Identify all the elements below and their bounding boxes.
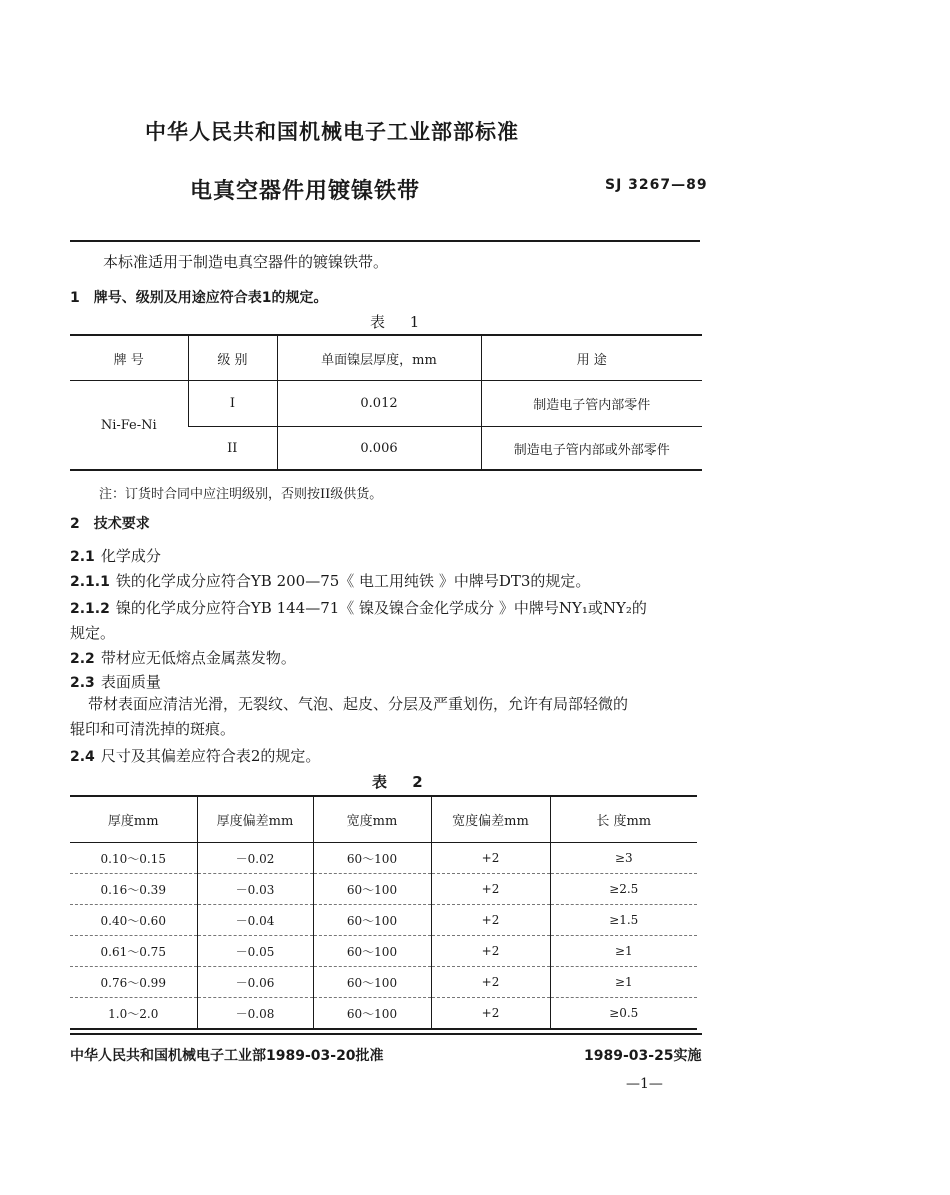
effective-date: 1989-03-25实施 — [584, 1048, 702, 1064]
clause-text: 铁的化学成分应符合YB 200—75《 电工用纯铁 》中牌号DT3的规定。 — [115, 572, 591, 590]
table-cell: 制造电子管内部零件 — [481, 381, 702, 427]
table-cell: －0.02 — [197, 843, 313, 874]
table-cell: 0.76～0.99 — [70, 967, 197, 998]
clause-text: 化学成分 — [100, 547, 161, 565]
footer-rule — [70, 1033, 702, 1035]
table-cell: 0.10～0.15 — [70, 843, 197, 874]
header-rule — [70, 240, 700, 242]
document-title: 电真空器件用镀镍铁带 — [190, 179, 421, 204]
table-cell: ≥3 — [550, 843, 697, 874]
table-header-cell: 级 别 — [188, 335, 277, 381]
table-row — [70, 936, 697, 967]
clause-number: 2.1.1 — [70, 574, 110, 590]
clause-2-1-1 — [70, 570, 590, 591]
section-number: 1 — [70, 290, 80, 306]
section-title: 技术要求 — [93, 516, 150, 532]
table-cell: +2 — [431, 874, 550, 905]
table-cell: +2 — [431, 998, 550, 1030]
table-cell: +2 — [431, 905, 550, 936]
table-cell: －0.04 — [197, 905, 313, 936]
table-header-row — [70, 335, 702, 381]
table-cell: 60～100 — [313, 936, 431, 967]
table-header-cell: 厚度mm — [70, 796, 197, 843]
table-1 — [70, 334, 702, 471]
table-2 — [70, 795, 697, 1030]
table-cell: ≥1 — [550, 936, 697, 967]
table-header-cell: 长 度mm — [550, 796, 697, 843]
table-cell: ≥2.5 — [550, 874, 697, 905]
table-cell: +2 — [431, 967, 550, 998]
clause-2-4 — [70, 745, 320, 766]
table-header-cell: 单面镍层厚度，mm — [277, 335, 481, 381]
clause-2-1-2-cont — [70, 622, 115, 643]
table-header-cell: 用 途 — [481, 335, 702, 381]
clause-text: 表面质量 — [100, 673, 161, 691]
table-cell: 0.012 — [277, 381, 481, 427]
clause-2-3-body-cont — [70, 718, 235, 739]
table-row — [70, 381, 702, 427]
table-cell: 0.006 — [277, 427, 481, 471]
clause-text: 带材应无低熔点金属蒸发物。 — [100, 649, 296, 667]
table-cell: I — [188, 381, 277, 427]
table-header-cell: 宽度偏差mm — [431, 796, 550, 843]
table-cell: 60～100 — [313, 967, 431, 998]
clause-2-3 — [70, 671, 161, 692]
table-row — [70, 843, 697, 874]
section-1-heading — [70, 287, 328, 307]
table-header-cell: 宽度mm — [313, 796, 431, 843]
table-cell: 0.16～0.39 — [70, 874, 197, 905]
table-cell: +2 — [431, 936, 550, 967]
issuing-organization: 中华人民共和国机械电子工业部部标准 — [145, 120, 519, 144]
clause-text: 带材表面应清洁光滑，无裂纹、气泡、起皮、分层及严重划伤，允许有局部轻微的 — [88, 695, 629, 713]
table-cell: －0.08 — [197, 998, 313, 1030]
table-1-note: 注：订货时合同中应注明级别，否则按II级供货。 — [99, 487, 383, 502]
table-cell: ≥1 — [550, 967, 697, 998]
table-cell: +2 — [431, 843, 550, 874]
clause-text: 规定。 — [70, 624, 116, 642]
section-number: 2 — [70, 516, 80, 532]
clause-number: 2.2 — [70, 651, 95, 667]
clause-2-2 — [70, 647, 296, 668]
table-row — [70, 998, 697, 1030]
table-cell: ≥1.5 — [550, 905, 697, 936]
table-cell: 制造电子管内部或外部零件 — [481, 427, 702, 471]
table-row — [70, 967, 697, 998]
clause-text: 尺寸及其偏差应符合表2的规定。 — [100, 747, 321, 765]
table-header-cell: 厚度偏差mm — [197, 796, 313, 843]
table-row — [70, 874, 697, 905]
table-header-row — [70, 796, 697, 843]
table-cell: 60～100 — [313, 874, 431, 905]
section-2-heading — [70, 513, 150, 533]
table-cell: －0.05 — [197, 936, 313, 967]
material-cell: Ni-Fe-Ni — [70, 381, 188, 471]
clause-number: 2.1.2 — [70, 601, 110, 617]
clause-number: 2.3 — [70, 675, 95, 691]
table-cell: －0.03 — [197, 874, 313, 905]
clause-2-1 — [70, 545, 161, 566]
table-cell: 0.61～0.75 — [70, 936, 197, 967]
table-cell: II — [227, 440, 238, 456]
clause-number: 2.1 — [70, 549, 95, 565]
table-2-caption: 表 2 — [372, 773, 433, 791]
approval-line: 中华人民共和国机械电子工业部1989-03-20批准 — [70, 1048, 384, 1064]
table-cell: ≥0.5 — [550, 998, 697, 1030]
clause-2-1-2 — [70, 597, 647, 618]
table-row — [70, 905, 697, 936]
clause-text: 辊印和可清洗掉的斑痕。 — [70, 720, 236, 738]
table-cell: －0.06 — [197, 967, 313, 998]
table-cell: 0.40～0.60 — [70, 905, 197, 936]
table-cell: 60～100 — [313, 843, 431, 874]
clause-2-3-body — [88, 693, 628, 714]
clause-number: 2.4 — [70, 749, 95, 765]
table-1-caption: 表 1 — [370, 313, 430, 331]
section-title: 牌号、级别及用途应符合表1的规定。 — [93, 290, 328, 306]
table-cell: 60～100 — [313, 905, 431, 936]
scope-statement: 本标准适用于制造电真空器件的镀镍铁带。 — [103, 253, 389, 271]
page-number: —1— — [626, 1076, 663, 1092]
standard-code: SJ 3267—89 — [605, 177, 708, 193]
table-header-cell: 牌 号 — [70, 335, 188, 381]
clause-text: 镍的化学成分应符合YB 144—71《 镍及镍合金化学成分 》中牌号NY₁或NY₂的 — [115, 599, 647, 617]
table-cell: 60～100 — [313, 998, 431, 1030]
table-cell: 1.0～2.0 — [108, 1006, 159, 1021]
